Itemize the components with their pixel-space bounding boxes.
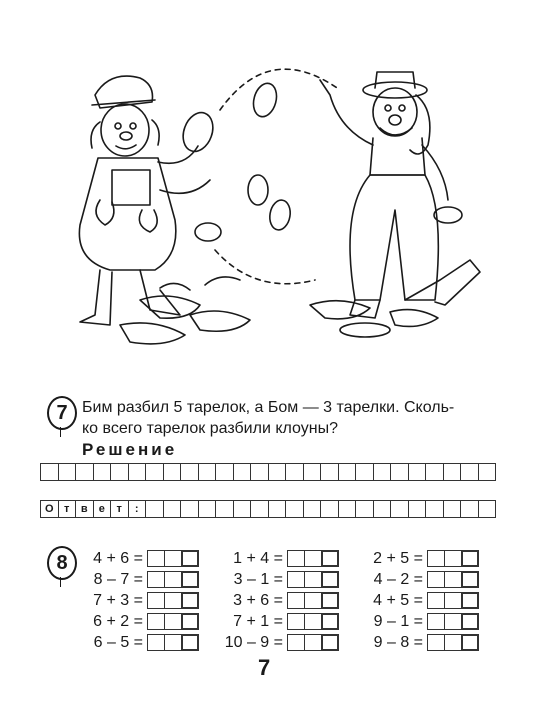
solution-grid[interactable] xyxy=(40,463,496,481)
answer-box[interactable] xyxy=(444,550,462,567)
grid-cell[interactable] xyxy=(304,464,322,481)
answer-cell[interactable] xyxy=(181,501,199,518)
answer-box[interactable] xyxy=(147,571,165,588)
answer-box[interactable] xyxy=(181,550,199,567)
equation-row xyxy=(60,611,199,632)
answer-cell[interactable] xyxy=(199,501,217,518)
grid-cell[interactable] xyxy=(479,464,497,481)
equation-text: 6 + 2 = xyxy=(93,612,143,630)
equation-row xyxy=(340,611,479,632)
equation-row xyxy=(60,548,199,569)
answer-label-char: т xyxy=(59,501,77,518)
task7-number-badge: 7 xyxy=(47,396,77,430)
solution-title: Решение xyxy=(82,440,178,459)
grid-cell[interactable] xyxy=(321,464,339,481)
answer-box[interactable] xyxy=(181,613,199,630)
answer-box[interactable] xyxy=(304,592,322,609)
flying-plate xyxy=(248,175,268,205)
answer-box[interactable] xyxy=(287,634,305,651)
answer-cell[interactable] xyxy=(339,501,357,518)
answer-cell[interactable] xyxy=(461,501,479,518)
broken-plates-left xyxy=(120,277,250,344)
grid-cell[interactable] xyxy=(146,464,164,481)
answer-box[interactable] xyxy=(321,613,339,630)
equation-text: 3 + 6 = xyxy=(233,591,283,609)
answer-box[interactable] xyxy=(444,613,462,630)
answer-cell[interactable] xyxy=(286,501,304,518)
answer-box[interactable] xyxy=(444,634,462,651)
answer-box[interactable] xyxy=(461,550,479,567)
answer-box[interactable] xyxy=(444,571,462,588)
equation-row xyxy=(200,611,339,632)
equation-row xyxy=(200,548,339,569)
equation-text: 2 + 5 = xyxy=(373,549,423,567)
answer-box[interactable] xyxy=(304,613,322,630)
answer-cell[interactable] xyxy=(391,501,409,518)
answer-box[interactable] xyxy=(304,571,322,588)
answer-box[interactable] xyxy=(147,592,165,609)
answer-cell[interactable] xyxy=(321,501,339,518)
answer-cell[interactable] xyxy=(304,501,322,518)
equation-row xyxy=(340,569,479,590)
grid-cell[interactable] xyxy=(444,464,462,481)
grid-cell[interactable] xyxy=(391,464,409,481)
equation-text: 9 – 1 = xyxy=(373,612,423,630)
answer-cell[interactable] xyxy=(216,501,234,518)
equation-text: 4 + 6 = xyxy=(93,549,143,567)
equation-text: 7 + 1 = xyxy=(233,612,283,630)
grid-cell[interactable] xyxy=(461,464,479,481)
equation-text: 1 + 4 = xyxy=(233,549,283,567)
grid-cell[interactable] xyxy=(59,464,77,481)
answer-cell[interactable] xyxy=(374,501,392,518)
flying-plate xyxy=(268,198,293,231)
equation-row xyxy=(200,590,339,611)
equation-row xyxy=(340,548,479,569)
grid-cell[interactable] xyxy=(129,464,147,481)
equation-row xyxy=(340,632,479,653)
equation-text: 4 + 5 = xyxy=(373,591,423,609)
answer-box[interactable] xyxy=(461,613,479,630)
equation-row xyxy=(200,569,339,590)
answer-box[interactable] xyxy=(461,592,479,609)
answer-box[interactable] xyxy=(181,634,199,651)
equation-text: 6 – 5 = xyxy=(93,633,143,651)
answer-cell[interactable] xyxy=(444,501,462,518)
grid-cell[interactable] xyxy=(286,464,304,481)
grid-cell[interactable] xyxy=(374,464,392,481)
answer-cell[interactable] xyxy=(479,501,497,518)
grid-cell[interactable] xyxy=(111,464,129,481)
page-number: 7 xyxy=(258,655,271,680)
task7-problem-text xyxy=(82,397,502,439)
answer-cell[interactable] xyxy=(269,501,287,518)
grid-cell[interactable] xyxy=(339,464,357,481)
grid-cell[interactable] xyxy=(181,464,199,481)
answer-box[interactable] xyxy=(147,550,165,567)
answer-box[interactable] xyxy=(164,571,182,588)
answer-box[interactable] xyxy=(427,550,445,567)
flying-plate xyxy=(250,81,280,120)
badge-tail xyxy=(60,427,69,437)
equation-text: 7 + 3 = xyxy=(93,591,143,609)
grid-cell[interactable] xyxy=(234,464,252,481)
answer-box[interactable] xyxy=(164,592,182,609)
answer-box[interactable] xyxy=(181,592,199,609)
equation-text: 10 – 9 = xyxy=(224,633,283,651)
held-plate xyxy=(178,108,218,155)
answer-cell[interactable] xyxy=(251,501,269,518)
answer-cell[interactable] xyxy=(234,501,252,518)
task7-line1: Бим разбил 5 тарелок, а Бом — 3 тарелки. Сколь- xyxy=(82,399,455,416)
answer-box[interactable] xyxy=(304,634,322,651)
answer-box[interactable] xyxy=(321,634,339,651)
answer-box[interactable] xyxy=(444,592,462,609)
answer-box[interactable] xyxy=(181,571,199,588)
task8-number-badge: 8 xyxy=(47,546,77,580)
answer-box[interactable] xyxy=(427,634,445,651)
equation-column-1 xyxy=(60,548,199,653)
equation-row xyxy=(60,569,199,590)
left-clown xyxy=(79,76,210,325)
answer-cell[interactable] xyxy=(409,501,427,518)
answer-cell[interactable] xyxy=(426,501,444,518)
answer-box[interactable] xyxy=(461,571,479,588)
grid-cell[interactable] xyxy=(269,464,287,481)
grid-cell[interactable] xyxy=(94,464,112,481)
grid-cell[interactable] xyxy=(164,464,182,481)
grid-cell[interactable] xyxy=(251,464,269,481)
answer-box[interactable] xyxy=(164,550,182,567)
answer-cell[interactable] xyxy=(356,501,374,518)
answer-box[interactable] xyxy=(321,592,339,609)
answer-box[interactable] xyxy=(321,571,339,588)
answer-grid[interactable] xyxy=(40,500,496,518)
grid-cell[interactable] xyxy=(426,464,444,481)
answer-box[interactable] xyxy=(287,613,305,630)
equation-text: 8 – 7 = xyxy=(93,570,143,588)
answer-box[interactable] xyxy=(164,613,182,630)
equation-column-3 xyxy=(340,548,479,653)
answer-box[interactable] xyxy=(304,550,322,567)
broken-plates-right xyxy=(310,301,438,337)
answer-box[interactable] xyxy=(164,634,182,651)
grid-cell[interactable] xyxy=(409,464,427,481)
juggle-arc xyxy=(220,69,340,110)
answer-box[interactable] xyxy=(147,634,165,651)
grid-cell[interactable] xyxy=(41,464,59,481)
equation-row xyxy=(60,632,199,653)
equation-row xyxy=(200,632,339,653)
right-clown xyxy=(320,72,480,318)
clowns-illustration xyxy=(40,50,500,365)
answer-cell[interactable] xyxy=(164,501,182,518)
equation-row xyxy=(60,590,199,611)
answer-box[interactable] xyxy=(427,592,445,609)
answer-box[interactable] xyxy=(427,613,445,630)
flying-plate xyxy=(195,223,221,241)
equation-column-2 xyxy=(200,548,339,653)
answer-label-char: О xyxy=(41,501,59,518)
answer-box[interactable] xyxy=(287,592,305,609)
equation-row xyxy=(340,590,479,611)
answer-label-char: е xyxy=(94,501,112,518)
equation-text: 4 – 2 = xyxy=(373,570,423,588)
answer-box[interactable] xyxy=(321,550,339,567)
task7-line2: ко всего тарелок разбили клоуны? xyxy=(82,420,338,437)
answer-cell[interactable] xyxy=(146,501,164,518)
grid-cell[interactable] xyxy=(199,464,217,481)
answer-box[interactable] xyxy=(461,634,479,651)
grid-cell[interactable] xyxy=(356,464,374,481)
answer-label-char: т xyxy=(111,501,129,518)
answer-box[interactable] xyxy=(287,550,305,567)
answer-label-char: : xyxy=(129,501,147,518)
answer-box[interactable] xyxy=(287,571,305,588)
equation-text: 9 – 8 = xyxy=(373,633,423,651)
equation-text: 3 – 1 = xyxy=(233,570,283,588)
grid-cell[interactable] xyxy=(216,464,234,481)
answer-box[interactable] xyxy=(427,571,445,588)
answer-label-char: в xyxy=(76,501,94,518)
grid-cell[interactable] xyxy=(76,464,94,481)
answer-box[interactable] xyxy=(147,613,165,630)
